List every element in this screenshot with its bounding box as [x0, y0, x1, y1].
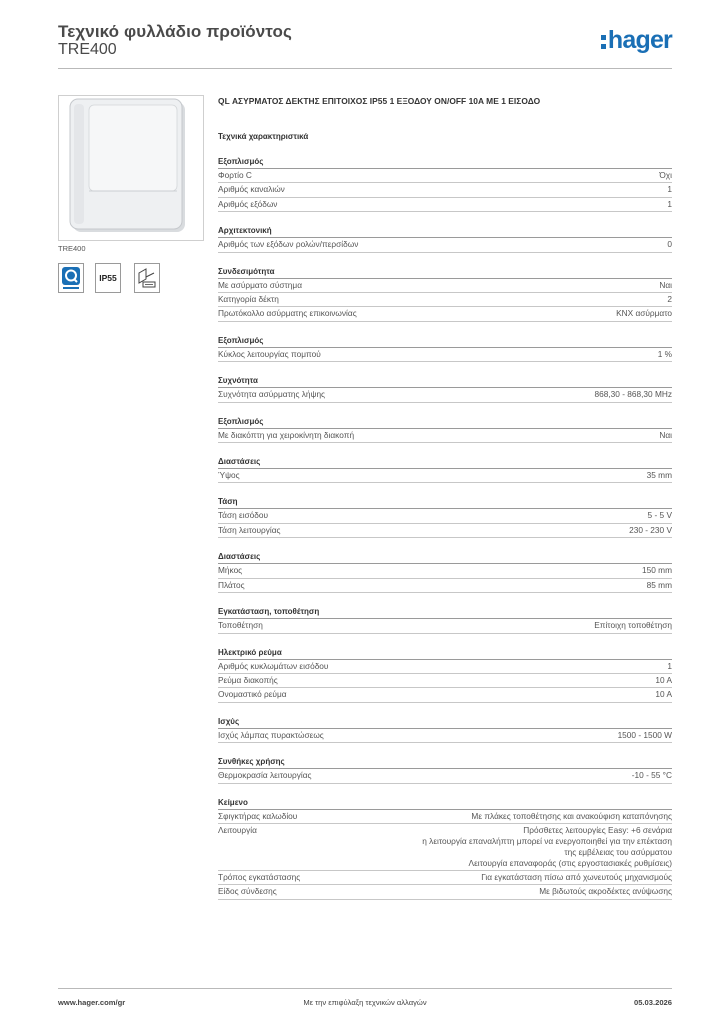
spec-value: 2 — [667, 294, 672, 305]
section-title: Εγκατάσταση, τοποθέτηση — [218, 606, 672, 619]
spec-row — [218, 293, 672, 307]
page-header — [58, 20, 674, 70]
spec-label: Κατηγορία δέκτη — [218, 294, 279, 305]
spec-value: Ναι — [659, 279, 672, 290]
spec-value: 5 - 5 V — [647, 510, 672, 521]
section-title: Τάση — [218, 496, 672, 509]
spec-value: 1 — [667, 660, 672, 671]
spec-row — [218, 509, 672, 523]
spec-label: Μήκος — [218, 565, 243, 576]
spec-value: -10 - 55 °C — [631, 770, 672, 781]
spec-row — [218, 688, 672, 702]
section-title: Εξοπλισμός — [218, 416, 672, 429]
spec-row — [218, 198, 672, 212]
spec-label: Τάση εισόδου — [218, 510, 269, 521]
spec-row — [218, 469, 672, 483]
spec-value: 1 — [667, 184, 672, 195]
spec-value-line: Λειτουργία επαναφοράς (στις εργοστασιακές ρυθμίσεις) — [468, 857, 672, 868]
spec-row — [218, 169, 672, 183]
spec-row — [218, 885, 672, 899]
spec-section — [218, 375, 672, 402]
spec-section — [218, 551, 672, 593]
spec-label: Συχνότητα ασύρματης λήψης — [218, 389, 326, 400]
spec-value: 868,30 - 868,30 MHz — [594, 389, 672, 400]
hager-logo: hager — [601, 27, 672, 53]
ip55-badge — [95, 263, 121, 293]
spec-value: 35 mm — [646, 470, 672, 481]
section-title: Συνδεσιμότητα — [218, 266, 672, 279]
product-image — [58, 95, 204, 241]
spec-label: Είδος σύνδεσης — [218, 886, 277, 897]
spec-label: Με ασύρματο σύστημα — [218, 279, 302, 290]
section-title: Αρχιτεκτονική — [218, 225, 672, 238]
specs-heading: Τεχνικά χαρακτηριστικά — [218, 132, 309, 141]
spec-section — [218, 647, 672, 703]
spec-label: Πρωτόκολλο ασύρματης επικοινωνίας — [218, 308, 357, 319]
spec-row — [218, 674, 672, 688]
spec-value: 230 - 230 V — [629, 524, 672, 535]
spec-value: Επίτοιχη τοποθέτηση — [594, 620, 672, 631]
spec-value: 10 A — [655, 674, 672, 685]
spec-label: Αριθμός καναλιών — [218, 184, 285, 195]
spec-row — [218, 810, 672, 824]
spec-label: Με διακόπτη για χειροκίνητη διακοπή — [218, 429, 355, 440]
spec-section — [218, 416, 672, 443]
spec-value: Με πλάκες τοποθέτησης και ανακούφιση καταπόνησης — [471, 810, 672, 821]
spec-section — [218, 225, 672, 252]
spec-value — [422, 825, 672, 869]
spec-section — [218, 456, 672, 483]
spec-label: Κύκλος λειτουργίας πομπού — [218, 348, 321, 359]
spec-value: 1500 - 1500 W — [617, 729, 672, 740]
spec-section — [218, 606, 672, 633]
section-title: Κείμενο — [218, 797, 672, 810]
spec-label: Τοποθέτηση — [218, 620, 263, 631]
product-title: QL ΑΣΥΡΜΑΤΟΣ ΔΕΚΤΗΣ ΕΠΙΤΟΙΧΟΣ IP55 1 ΕΞΟΔΟΥ ON/OFF 10A ΜΕ 1 ΕΙΣΟΔΟ — [218, 96, 541, 106]
spec-value-line: Πρόσθετες λειτουργίες Easy: +6 σενάρια — [523, 824, 672, 835]
spec-label: Αριθμός εξόδων — [218, 198, 278, 209]
installation-icon — [134, 263, 160, 293]
spec-section — [218, 156, 672, 212]
spec-label: Τάση λειτουργίας — [218, 524, 281, 535]
spec-row — [218, 183, 672, 197]
section-title: Ηλεκτρικό ρεύμα — [218, 647, 672, 660]
spec-row — [218, 429, 672, 443]
spec-row — [218, 564, 672, 578]
spec-label: Θερμοκρασία λειτουργίας — [218, 770, 312, 781]
spec-label: Φορτίο C — [218, 170, 252, 180]
specifications — [218, 96, 672, 900]
spec-row — [218, 619, 672, 633]
spec-value: KNX ασύρματο — [616, 308, 672, 319]
spec-value-line: η λειτουργία επαναλήπτη μπορεί να ενεργοποιηθεί για την επέκταση — [422, 835, 672, 846]
spec-label: Τρόπος εγκατάστασης — [218, 871, 301, 882]
spec-section — [218, 496, 672, 538]
spec-row — [218, 871, 672, 885]
spec-label: Ισχύς λάμπας πυρακτώσεως — [218, 729, 324, 740]
spec-label: Ύψος — [218, 470, 240, 481]
page-title: Τεχνικό φυλλάδιο προϊόντος — [58, 22, 292, 41]
section-title: Διαστάσεις — [218, 456, 672, 469]
section-title: Ισχύς — [218, 716, 672, 729]
spec-value: Με βιδωτούς ακροδέκτες ανύψωσης — [539, 886, 672, 897]
spec-sections — [218, 156, 672, 900]
section-title: Συνθήκες χρήσης — [218, 756, 672, 769]
spec-section — [218, 797, 672, 900]
spec-row — [218, 729, 672, 743]
spec-row — [218, 238, 672, 252]
spec-value: 85 mm — [646, 579, 672, 590]
spec-section — [218, 756, 672, 783]
logo-colon-icon — [601, 35, 606, 49]
website-link[interactable]: www.hager.com/gr — [58, 998, 126, 1007]
spec-label: Αριθμός κυκλωμάτων εισόδου — [218, 660, 329, 671]
spec-label: Ονομαστικό ρεύμα — [218, 689, 287, 700]
spec-value: Για εγκατάσταση πίσω από χωνευτούς μηχανισμούς — [481, 871, 672, 882]
disclaimer: Με την επιφύλαξη τεχνικών αλλαγών — [303, 998, 427, 1007]
footer-divider — [58, 988, 672, 989]
spec-label: Σφιγκτήρας καλωδίου — [218, 810, 298, 821]
spec-value-line: της εμβέλειας του ασύρματου — [564, 846, 672, 857]
spec-row — [218, 660, 672, 674]
header-divider — [58, 68, 672, 69]
spec-value: 150 mm — [642, 565, 672, 576]
section-title: Διαστάσεις — [218, 551, 672, 564]
ip55-label: IP55 — [99, 273, 117, 283]
spec-label: Ρεύμα διακοπής — [218, 674, 278, 685]
spec-value: 0 — [667, 239, 672, 250]
quicklink-icon — [58, 263, 84, 293]
spec-row — [218, 388, 672, 402]
spec-label: Αριθμός των εξόδων ρολών/περσίδων — [218, 239, 359, 250]
spec-section — [218, 266, 672, 322]
spec-row — [218, 579, 672, 593]
section-title: Συχνότητα — [218, 375, 672, 388]
spec-section — [218, 335, 672, 362]
spec-section — [218, 716, 672, 743]
section-title: Εξοπλισμός — [218, 156, 672, 169]
spec-label: Πλάτος — [218, 579, 245, 590]
product-code: TRE400 — [58, 41, 117, 58]
spec-row — [218, 307, 672, 321]
spec-row — [218, 824, 672, 871]
document-date: 05.03.2026 — [633, 998, 672, 1007]
spec-row — [218, 524, 672, 538]
spec-value: 10 A — [655, 689, 672, 700]
section-title: Εξοπλισμός — [218, 335, 672, 348]
spec-row — [218, 769, 672, 783]
spec-row — [218, 279, 672, 293]
spec-value: Όχι — [659, 170, 672, 180]
spec-row — [218, 348, 672, 362]
spec-label: Λειτουργία — [218, 824, 257, 835]
spec-value: 1 % — [657, 348, 672, 359]
spec-value: Ναι — [659, 429, 672, 440]
spec-value: 1 — [667, 198, 672, 209]
image-reference: TRE400 — [58, 244, 86, 253]
